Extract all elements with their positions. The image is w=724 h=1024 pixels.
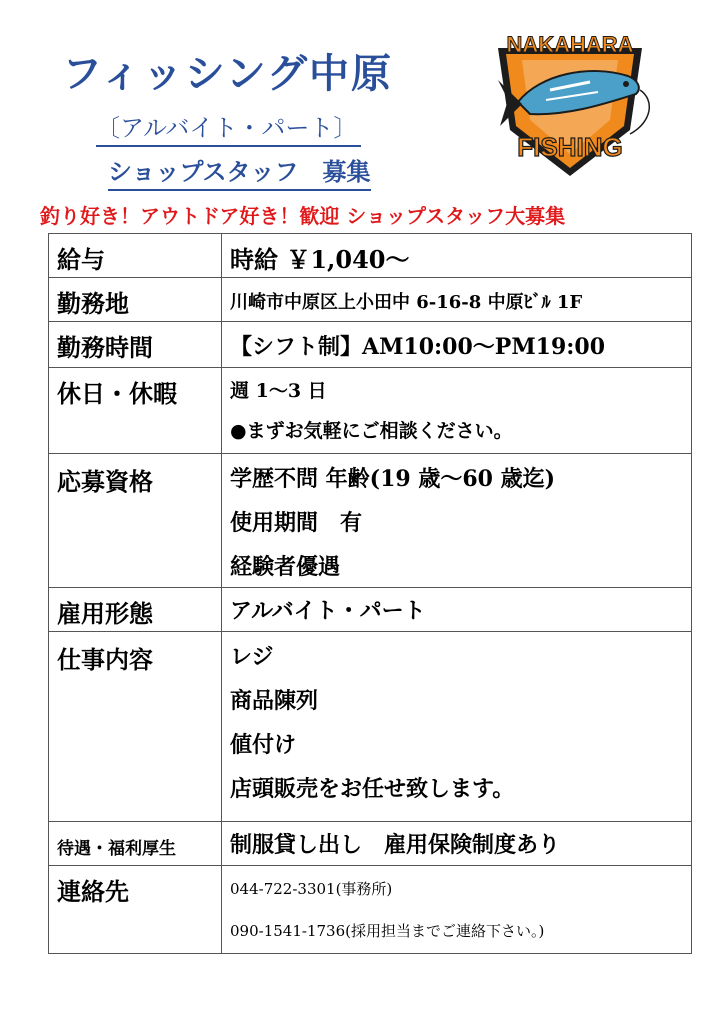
logo-top-text: NAKAHARA: [506, 32, 634, 57]
requirements-line-2: 使用期間 有: [230, 510, 363, 536]
row-location: [49, 278, 692, 322]
label-location: 勤務地: [49, 278, 222, 322]
contact-line-2: 090-1541-1736(採用担当までご連絡下さい。): [230, 922, 545, 940]
value-requirements: [222, 454, 692, 588]
subtitle-recruiting: ショップスタッフ 募集: [108, 152, 371, 191]
duties-line-2: 商品陳列: [230, 688, 319, 714]
value-salary: 時給 ￥1,040～: [222, 234, 692, 278]
contact-line-1: 044-722-3301(事務所): [230, 880, 393, 898]
value-employment: アルバイト・パート: [222, 588, 692, 632]
logo-bottom-text: FISHING: [517, 132, 623, 162]
label-employment: 雇用形態: [49, 588, 222, 632]
label-duties: 仕事内容: [49, 632, 222, 822]
job-info-table: [48, 233, 692, 954]
requirements-line-3: 経験者優遇: [230, 554, 341, 580]
requirements-line-1: 学歴不問 年齢(19 歳～60 歳迄): [230, 466, 556, 492]
label-hours: 勤務時間: [49, 322, 222, 368]
value-duties: [222, 632, 692, 822]
nakahara-fishing-logo: [470, 30, 670, 180]
row-duties: [49, 632, 692, 822]
duties-line-3: 値付け: [230, 732, 297, 758]
row-benefits: [49, 822, 692, 866]
row-employment: [49, 588, 692, 632]
row-salary: [49, 234, 692, 278]
row-hours: [49, 322, 692, 368]
label-holidays: 休日・休暇: [49, 368, 222, 454]
value-contact: [222, 866, 692, 954]
value-location: 川崎市中原区上小田中 6-16-8 中原ﾋﾞﾙ 1F: [222, 278, 692, 322]
row-requirements: [49, 454, 692, 588]
label-requirements: 応募資格: [49, 454, 222, 588]
value-benefits: 制服貸し出し 雇用保険制度あり: [222, 822, 692, 866]
tagline: 釣り好き！アウトドア好き！歓迎 ショップスタッフ大募集: [40, 204, 566, 228]
subtitle-employment-type: 〔アルバイト・パート〕: [96, 108, 361, 147]
value-holidays: [222, 368, 692, 454]
label-salary: 給与: [49, 234, 222, 278]
holidays-line-2: ●まずお気軽にご相談ください。: [230, 420, 513, 442]
label-contact: 連絡先: [49, 866, 222, 954]
label-benefits: 待遇・福利厚生: [49, 822, 222, 866]
row-contact: [49, 866, 692, 954]
duties-line-1: レジ: [230, 644, 274, 670]
holidays-line-1: 週 1～3 日: [230, 380, 327, 402]
page-title: フィッシング中原: [62, 51, 393, 97]
duties-line-4: 店頭販売をお任せ致します。: [230, 776, 515, 802]
row-holidays: [49, 368, 692, 454]
value-hours: 【シフト制】AM10:00～PM19:00: [222, 322, 692, 368]
